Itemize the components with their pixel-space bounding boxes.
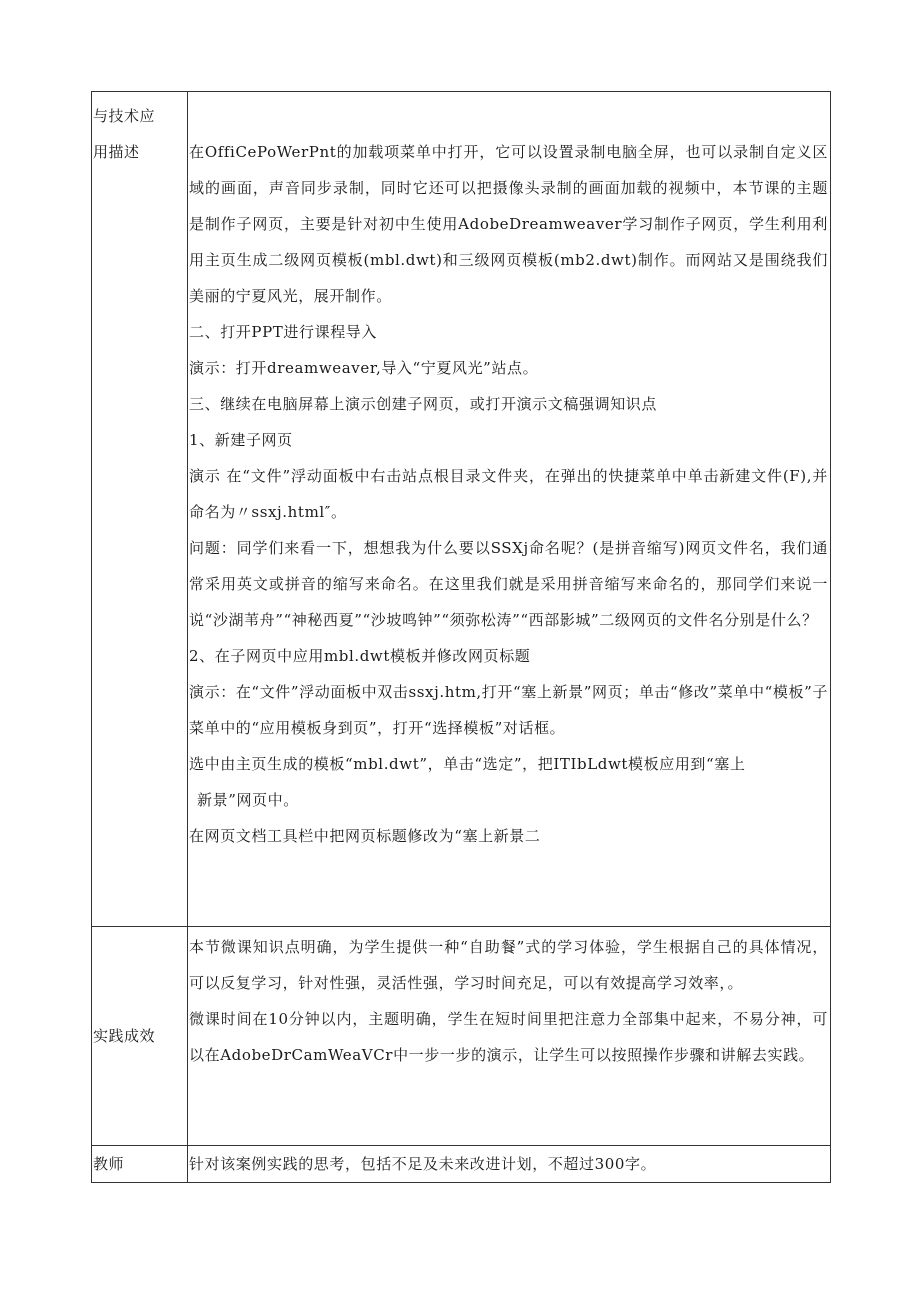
paragraph: 本节微课知识点明确，为学生提供一种“自助餐”式的学习体验，学生根据自己的具体情况，可以反复学习，针对性强，灵活性强，学习时间充足，可以有效提高学习效率，。 <box>189 938 828 992</box>
row-label-teacher <box>92 1146 188 1183</box>
paragraph: 选中由主页生成的模板“mbl.dwt”，单击“选定”，把ITIbLdwt模板应用到“塞上 <box>189 755 746 773</box>
paragraph: 问题：同学们来看一下，想想我为什么要以SSXj命名呢？(是拼音缩写)网页文件名，我们通常采用英文或拼音的缩写来命名。在这里我们就是采用拼音缩写来命名的，那同学们来说一说“沙湖苇舟”“神秘西夏”“沙坡鸣钟”“须弥松涛”“西部影城”二级网页的文件名分别是什么？ <box>189 539 828 629</box>
paragraph: 1、新建子网页 <box>189 431 293 449</box>
row-label-tech <box>92 92 188 927</box>
row-label-line: 用描述 <box>93 143 140 161</box>
row-label-line: 实践成效 <box>93 1027 156 1045</box>
row-content-teacher <box>188 1146 831 1183</box>
paragraph: 新景”网页中。 <box>197 791 299 809</box>
paragraph: 三、继续在电脑屏幕上演示创建子网页，或打开演示文稿强调知识点 <box>189 395 658 413</box>
paragraph: 在OffiCePoWerPnt的加载项菜单中打开，它可以设置录制电脑全屏，也可以录制自定义区域的画面，声音同步录制，同时它还可以把摄像头录制的画面加载的视频中，本节课的主题是制作子网页，主要是针对初中生使用AdobeDreamweaver学习制作子网页，学生利用利用主页生成二级网页模板(mbl.dwt)和三级网页模板(mb2.dwt)制作。而网站又是围绕我们美丽的宁夏风光，展开制作。 <box>189 143 828 305</box>
row-content-practice <box>188 927 831 1146</box>
paragraph: 演示：在“文件”浮动面板中双击ssxj.htm,打开“塞上新景”网页；单击“修改”菜单中“模板”子菜单中的“应用模板身到页”，打开“选择模板”对话框。 <box>189 683 828 737</box>
report-table <box>91 91 831 1183</box>
paragraph: 微课时间在10分钟以内，主题明确，学生在短时间里把注意力全部集中起来，不易分神，可以在AdobeDrCamWeaVCr中一步一步的演示，让学生可以按照操作步骤和讲解去实践。 <box>189 1010 828 1064</box>
paragraph: 二、打开PPT进行课程导入 <box>189 323 377 341</box>
table-row-teacher <box>92 1146 831 1183</box>
table-row-practice <box>92 927 831 1146</box>
paragraph: 演示 在“文件”浮动面板中右击站点根目录文件夹，在弹出的快捷菜单中单击新建文件(F),并命名为〃ssxj.html″。 <box>189 467 828 521</box>
row-label-practice <box>92 927 188 1146</box>
paragraph: 针对该案例实践的思考，包括不足及未来改进计划，不超过300字。 <box>189 1155 657 1173</box>
paragraph: 2、在子网页中应用mbl.dwt模板并修改网页标题 <box>189 647 531 665</box>
row-content-tech <box>188 92 831 927</box>
row-label-line: 教师 <box>93 1155 125 1173</box>
row-label-line: 与技术应 <box>93 107 156 125</box>
table-row-tech <box>92 92 831 927</box>
paragraph: 在网页文档工具栏中把网页标题修改为“塞上新景二 <box>189 827 541 845</box>
paragraph: 演示：打开dreamweaver,导入“宁夏风光”站点。 <box>189 359 539 377</box>
